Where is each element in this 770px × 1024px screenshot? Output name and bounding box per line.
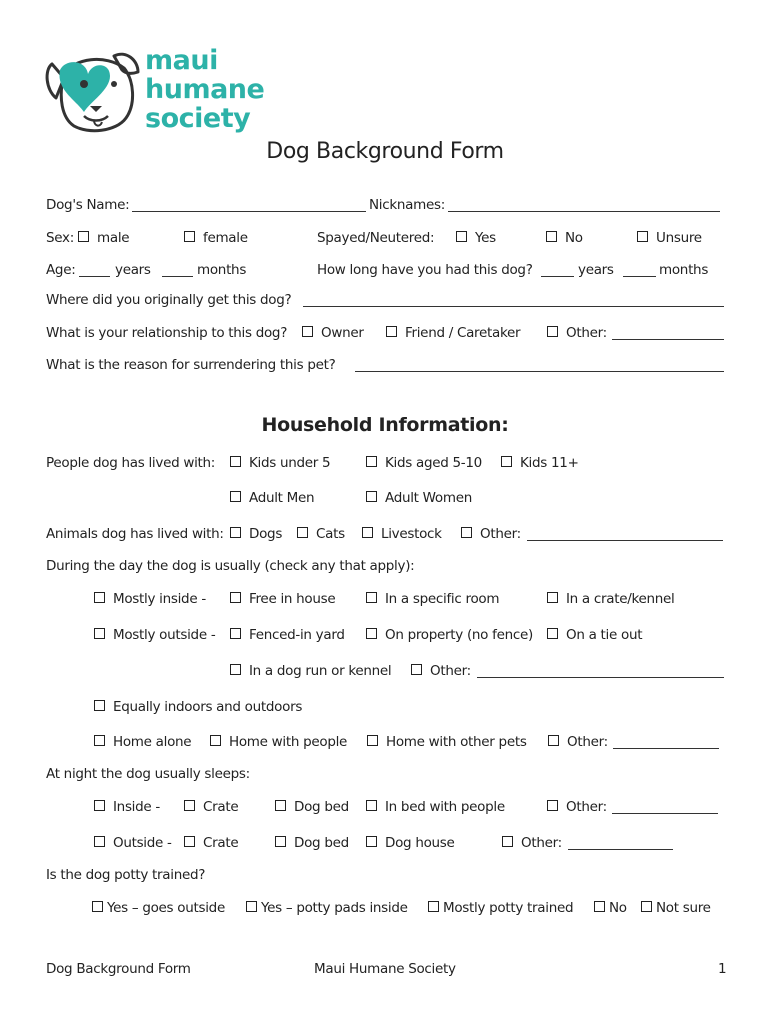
- animals-label: Animals dog has lived with:: [46, 526, 224, 542]
- relationship-other-field[interactable]: [612, 339, 724, 340]
- outside-crate-checkbox[interactable]: [184, 836, 195, 847]
- inside-crate-checkbox[interactable]: [184, 800, 195, 811]
- brand-line-1: maui: [145, 45, 218, 76]
- dogs-checkbox[interactable]: [230, 527, 241, 538]
- home-alone-label: Home alone: [113, 734, 192, 750]
- cats-label: Cats: [316, 526, 345, 542]
- adult-men-checkbox[interactable]: [230, 491, 241, 502]
- age-months-label: months: [197, 262, 247, 278]
- reason-question: What is the reason for surrendering this pet?: [46, 357, 336, 373]
- outside-dog-bed-checkbox[interactable]: [275, 836, 286, 847]
- potty-not-sure-checkbox[interactable]: [641, 901, 652, 912]
- dog-house-label: Dog house: [385, 835, 455, 851]
- animals-other-label: Other:: [480, 526, 521, 542]
- potty-not-sure-label: Not sure: [656, 900, 711, 916]
- relationship-other-checkbox[interactable]: [547, 326, 558, 337]
- fenced-yard-label: Fenced-in yard: [249, 627, 345, 643]
- day-other-label: Other:: [430, 663, 471, 679]
- age-years-field[interactable]: [79, 276, 110, 277]
- relationship-question: What is your relationship to this dog?: [46, 325, 288, 341]
- potty-yes-outside-label: Yes – goes outside: [107, 900, 225, 916]
- fenced-yard-checkbox[interactable]: [230, 628, 241, 639]
- outside-checkbox[interactable]: [94, 836, 105, 847]
- brand-line-3: society: [145, 103, 251, 134]
- spayed-unsure-checkbox[interactable]: [637, 231, 648, 242]
- how-long-months-label: months: [659, 262, 709, 278]
- spayed-no-checkbox[interactable]: [546, 231, 557, 242]
- nicknames-label: Nicknames:: [369, 197, 445, 213]
- friend-checkbox[interactable]: [386, 326, 397, 337]
- kids-5-10-checkbox[interactable]: [366, 456, 377, 467]
- bed-people-checkbox[interactable]: [366, 800, 377, 811]
- outside-crate-label: Crate: [203, 835, 239, 851]
- spayed-no-label: No: [565, 230, 583, 246]
- footer-org-name: Maui Humane Society: [314, 961, 456, 977]
- adult-women-label: Adult Women: [385, 490, 472, 506]
- mostly-inside-checkbox[interactable]: [94, 592, 105, 603]
- day-other-checkbox[interactable]: [411, 664, 422, 675]
- home-other-label: Other:: [567, 734, 608, 750]
- livestock-checkbox[interactable]: [362, 527, 373, 538]
- female-checkbox[interactable]: [184, 231, 195, 242]
- nicknames-field[interactable]: [448, 211, 720, 212]
- on-property-label: On property (no fence): [385, 627, 533, 643]
- outside-label: Outside -: [113, 835, 172, 851]
- how-long-label: How long have you had this dog?: [317, 262, 533, 278]
- day-other-field[interactable]: [477, 677, 724, 678]
- kids-11-label: Kids 11+: [520, 455, 579, 471]
- how-long-years-field[interactable]: [541, 276, 574, 277]
- night-question: At night the dog usually sleeps:: [46, 766, 250, 782]
- equally-checkbox[interactable]: [94, 700, 105, 711]
- how-long-years-label: years: [578, 262, 614, 278]
- home-people-label: Home with people: [229, 734, 348, 750]
- inside-dog-bed-checkbox[interactable]: [275, 800, 286, 811]
- male-checkbox[interactable]: [78, 231, 89, 242]
- dog-name-field[interactable]: [132, 211, 366, 212]
- outside-other-field[interactable]: [568, 849, 673, 850]
- livestock-label: Livestock: [381, 526, 442, 542]
- home-pets-checkbox[interactable]: [367, 735, 378, 746]
- age-label: Age:: [46, 262, 76, 278]
- age-years-label: years: [115, 262, 151, 278]
- outside-dog-bed-label: Dog bed: [294, 835, 349, 851]
- inside-dog-bed-label: Dog bed: [294, 799, 349, 815]
- specific-room-checkbox[interactable]: [366, 592, 377, 603]
- footer-page-number: 1: [718, 961, 727, 977]
- kids-under-5-checkbox[interactable]: [230, 456, 241, 467]
- inside-other-field[interactable]: [612, 813, 718, 814]
- bed-people-label: In bed with people: [385, 799, 505, 815]
- free-in-house-label: Free in house: [249, 591, 336, 607]
- tie-out-checkbox[interactable]: [547, 628, 558, 639]
- dog-run-label: In a dog run or kennel: [249, 663, 392, 679]
- origin-question: Where did you originally get this dog?: [46, 292, 292, 308]
- potty-no-checkbox[interactable]: [594, 901, 605, 912]
- logo: [44, 48, 144, 136]
- crate-kennel-label: In a crate/kennel: [566, 591, 675, 607]
- cats-checkbox[interactable]: [297, 527, 308, 538]
- dog-house-checkbox[interactable]: [366, 836, 377, 847]
- kids-under-5-label: Kids under 5: [249, 455, 331, 471]
- crate-kennel-checkbox[interactable]: [547, 592, 558, 603]
- equally-label: Equally indoors and outdoors: [113, 699, 303, 715]
- kids-11-checkbox[interactable]: [501, 456, 512, 467]
- dog-run-checkbox[interactable]: [230, 664, 241, 675]
- mostly-outside-checkbox[interactable]: [94, 628, 105, 639]
- footer-form-name: Dog Background Form: [46, 961, 191, 977]
- age-months-field[interactable]: [162, 276, 193, 277]
- male-label: male: [97, 230, 130, 246]
- home-people-checkbox[interactable]: [210, 735, 221, 746]
- people-label: People dog has lived with:: [46, 455, 216, 471]
- household-heading: Household Information:: [261, 414, 509, 436]
- tie-out-label: On a tie out: [566, 627, 643, 643]
- potty-yes-outside-checkbox[interactable]: [92, 901, 103, 912]
- mostly-inside-label: Mostly inside -: [113, 591, 206, 607]
- adult-women-checkbox[interactable]: [366, 491, 377, 502]
- outside-other-checkbox[interactable]: [502, 836, 513, 847]
- friend-label: Friend / Caretaker: [405, 325, 521, 341]
- dog-name-label: Dog's Name:: [46, 197, 130, 213]
- inside-label: Inside -: [113, 799, 160, 815]
- animals-other-checkbox[interactable]: [461, 527, 472, 538]
- owner-label: Owner: [321, 325, 364, 341]
- potty-no-label: No: [609, 900, 627, 916]
- inside-crate-label: Crate: [203, 799, 239, 815]
- outside-other-label: Other:: [521, 835, 562, 851]
- sex-label: Sex:: [46, 230, 74, 246]
- spayed-unsure-label: Unsure: [656, 230, 702, 246]
- inside-checkbox[interactable]: [94, 800, 105, 811]
- home-other-checkbox[interactable]: [548, 735, 559, 746]
- dog-face-icon: [44, 48, 144, 136]
- female-label: female: [203, 230, 248, 246]
- inside-other-label: Other:: [566, 799, 607, 815]
- relationship-other-label: Other:: [566, 325, 607, 341]
- on-property-checkbox[interactable]: [366, 628, 377, 639]
- potty-pads-checkbox[interactable]: [246, 901, 257, 912]
- potty-question: Is the dog potty trained?: [46, 867, 206, 883]
- kids-5-10-label: Kids aged 5-10: [385, 455, 482, 471]
- spayed-yes-checkbox[interactable]: [456, 231, 467, 242]
- brand-line-2: humane: [145, 74, 265, 105]
- inside-other-checkbox[interactable]: [547, 800, 558, 811]
- specific-room-label: In a specific room: [385, 591, 500, 607]
- home-pets-label: Home with other pets: [386, 734, 527, 750]
- how-long-months-field[interactable]: [623, 276, 656, 277]
- home-alone-checkbox[interactable]: [94, 735, 105, 746]
- form-title: Dog Background Form: [266, 139, 504, 164]
- animals-other-field[interactable]: [527, 540, 723, 541]
- adult-men-label: Adult Men: [249, 490, 315, 506]
- reason-field[interactable]: [355, 371, 724, 372]
- potty-pads-label: Yes – potty pads inside: [261, 900, 408, 916]
- free-in-house-checkbox[interactable]: [230, 592, 241, 603]
- mostly-potty-label: Mostly potty trained: [443, 900, 574, 916]
- mostly-outside-label: Mostly outside -: [113, 627, 216, 643]
- dogs-label: Dogs: [249, 526, 283, 542]
- spayed-yes-label: Yes: [475, 230, 496, 246]
- home-other-field[interactable]: [613, 748, 719, 749]
- owner-checkbox[interactable]: [302, 326, 313, 337]
- spayed-label: Spayed/Neutered:: [317, 230, 435, 246]
- origin-field[interactable]: [303, 306, 724, 307]
- day-question: During the day the dog is usually (check any that apply):: [46, 558, 415, 574]
- mostly-potty-checkbox[interactable]: [428, 901, 439, 912]
